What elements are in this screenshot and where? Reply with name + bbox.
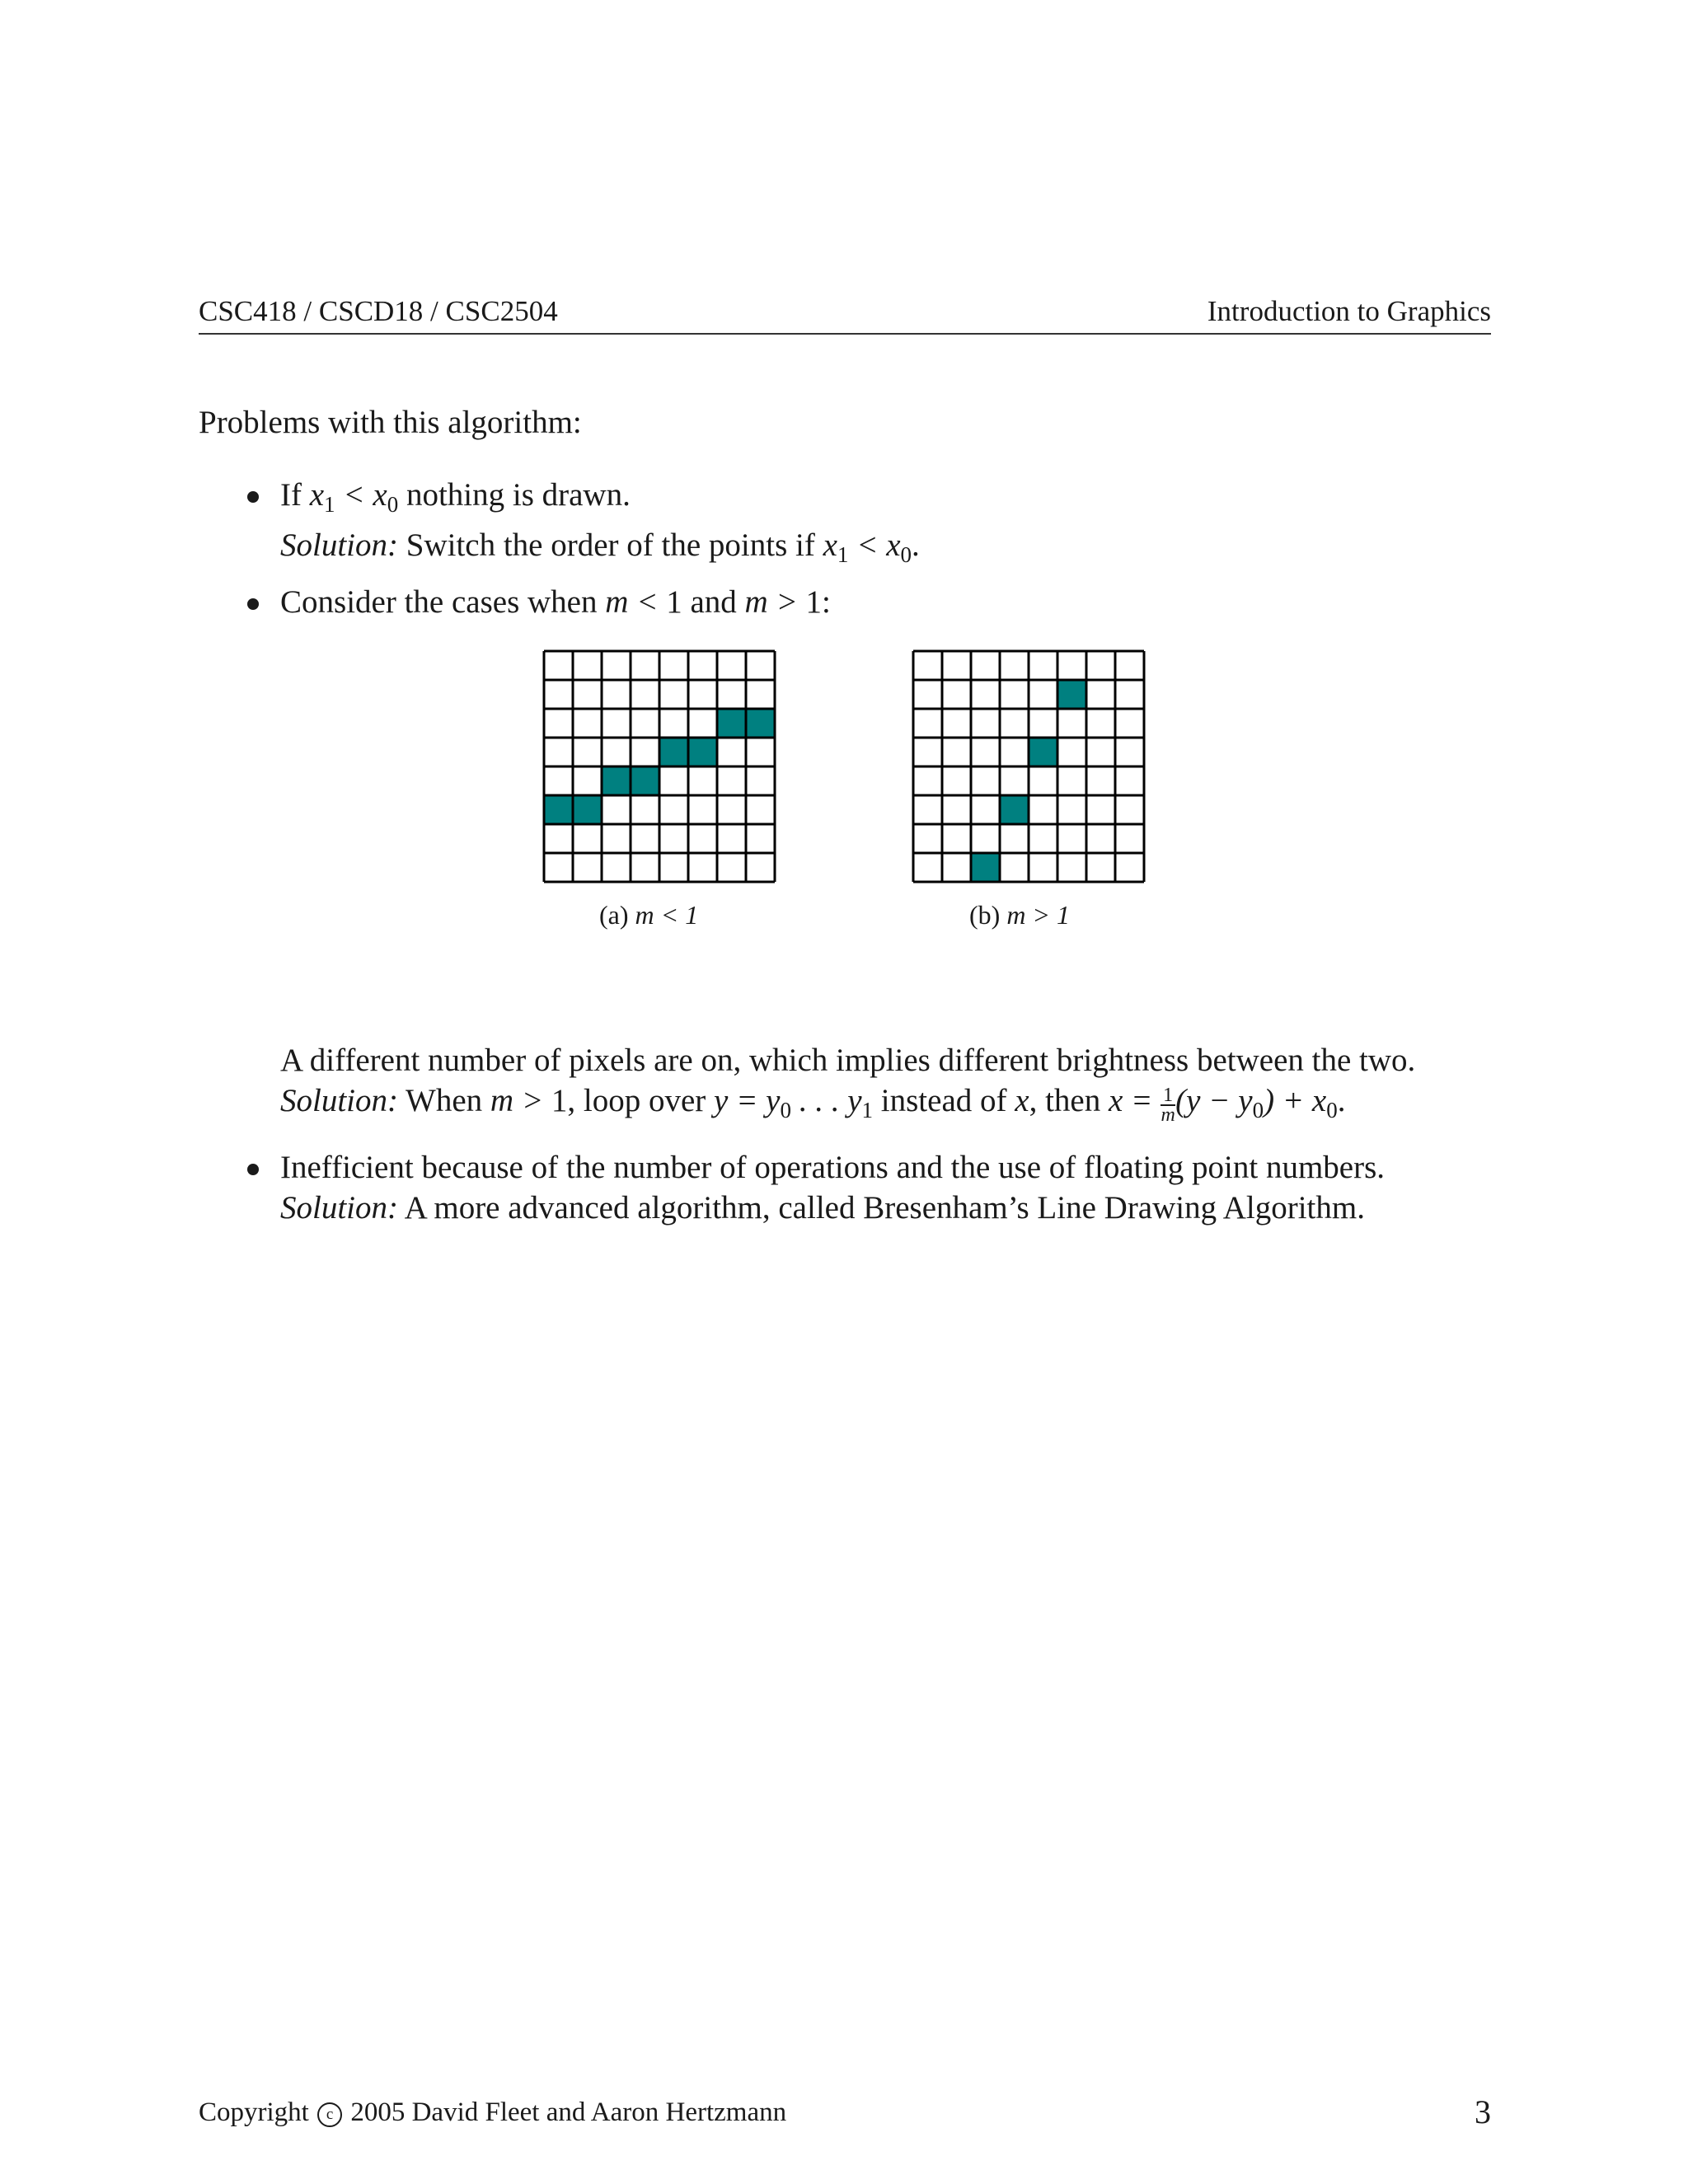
- solution-then: , then: [1029, 1083, 1109, 1118]
- bullet-item-1: [280, 475, 1500, 575]
- bullet-3-solution: [280, 1188, 1500, 1228]
- filled-pixel: [1000, 795, 1029, 824]
- figure-a-caption: [599, 900, 698, 930]
- copyright-word: Copyright: [199, 2097, 309, 2127]
- math-number: 1: [805, 584, 823, 620]
- filled-pixel: [631, 766, 659, 795]
- solution-end: .: [1337, 1083, 1346, 1118]
- filled-pixel: [971, 853, 1000, 882]
- bullet-item-2: [280, 582, 1500, 622]
- figure-a: [542, 649, 776, 883]
- pixel-grid-b: [912, 649, 1146, 883]
- page-header: [199, 292, 1491, 335]
- solution-text: A more advanced algorithm, called Bresenham’s Line Drawing Algorithm.: [398, 1190, 1365, 1226]
- bullet-2-mid: and: [682, 584, 745, 620]
- solution-end: .: [912, 527, 920, 563]
- solution-label: Solution:: [280, 1190, 398, 1226]
- bullet-2-continuation: [280, 1040, 1500, 1131]
- solution-loop: , loop over: [567, 1083, 715, 1118]
- bullet-1-solution: [280, 525, 1500, 575]
- filled-pixel: [573, 795, 602, 824]
- fraction: $\frac{1}{m}$: [1160, 1085, 1175, 1126]
- math-expression: m >: [744, 584, 806, 620]
- bullet-1-line-1: [280, 475, 1500, 525]
- bullet-1-prefix: If: [280, 477, 310, 513]
- figure-b: [912, 649, 1146, 883]
- math-expression: $x_1 < x_0$: [823, 527, 912, 567]
- filled-pixel: [717, 709, 746, 738]
- bullet-2-suffix: :: [822, 584, 831, 620]
- solution-label: Solution:: [280, 527, 398, 563]
- course-codes: CSC418 / CSCD18 / CSC2504: [199, 295, 558, 327]
- filled-pixel: [688, 738, 717, 766]
- math-expression: $y = y_0$ . . . $y_1$: [714, 1083, 874, 1122]
- math-expression: m >: [490, 1083, 551, 1118]
- filled-pixel: [1057, 680, 1086, 709]
- brightness-note: A different number of pixels are on, which implies different brightness between the two.: [280, 1043, 1416, 1078]
- solution-label: Solution:: [280, 1083, 398, 1118]
- math-expression: x: [1015, 1083, 1029, 1118]
- math-expression: x =: [1108, 1083, 1161, 1118]
- caption-math: m > 1: [1006, 900, 1071, 930]
- bullet-3-line-1: Inefficient because of the number of operations and the use of floating point numbers.: [280, 1150, 1386, 1185]
- filled-pixel: [602, 766, 631, 795]
- bullet-icon: [247, 598, 259, 610]
- caption-math: m < 1: [635, 900, 699, 930]
- bullet-icon: [247, 491, 259, 503]
- bullet-2-line-1: [280, 582, 1500, 622]
- filled-pixel: [746, 709, 775, 738]
- math-expression: $x_1 < x_0$: [309, 477, 399, 517]
- copyright-icon: c: [317, 2102, 342, 2127]
- filled-pixel: [544, 795, 573, 824]
- math-expression: $(y - y_0) + x_0$: [1175, 1083, 1338, 1122]
- course-title: Introduction to Graphics: [1207, 295, 1491, 327]
- page-number: 3: [1475, 2093, 1491, 2130]
- bullet-1-suffix: nothing is drawn.: [398, 477, 631, 513]
- math-number: 1: [551, 1083, 568, 1118]
- section-intro: Problems with this algorithm:: [199, 405, 582, 440]
- filled-pixel: [659, 738, 688, 766]
- figure-b-caption: [969, 900, 1070, 930]
- caption-label: (b): [969, 900, 1001, 930]
- bullet-item-3: [280, 1147, 1500, 1228]
- solution-text: Switch the order of the points if: [398, 527, 823, 563]
- solution-when: When: [398, 1083, 490, 1118]
- solution-instead: instead of: [873, 1083, 1015, 1118]
- math-number: 1: [666, 584, 682, 620]
- bullet-2-solution: [280, 1080, 1500, 1131]
- filled-pixel: [1029, 738, 1057, 766]
- copyright-text: 2005 David Fleet and Aaron Hertzmann: [350, 2097, 787, 2127]
- bullet-icon: [247, 1164, 259, 1175]
- math-expression: m <: [605, 584, 667, 620]
- caption-label: (a): [599, 900, 629, 930]
- copyright-notice: [199, 2097, 786, 2128]
- bullet-2-prefix: Consider the cases when: [280, 584, 606, 620]
- pixel-grid-a: [542, 649, 776, 883]
